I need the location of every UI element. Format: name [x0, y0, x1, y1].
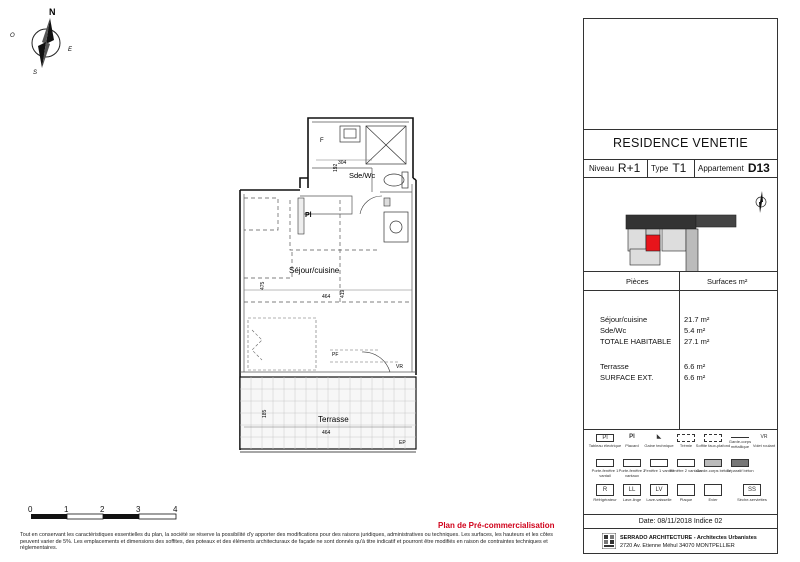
legend-item — [734, 484, 770, 502]
legend-icon — [677, 434, 695, 442]
legend-label: Porte-fenêtre 2 vantaux — [618, 468, 646, 478]
architect-line-top — [584, 528, 777, 529]
scale-tick-1: 1 — [64, 505, 69, 514]
compass-rose — [6, 4, 78, 78]
room-name-terrasse: Terrasse — [600, 362, 629, 371]
legend-label: Trémie — [679, 443, 693, 448]
marker-pl: Pl — [305, 212, 312, 219]
legend-top-line — [584, 429, 777, 430]
scale-tick-0: 0 — [28, 505, 33, 514]
legend-icon: LL — [623, 484, 641, 496]
date-line-top — [584, 514, 777, 515]
legend-label: Porte-fenêtre 1 vantail — [591, 468, 619, 478]
rooms-table-header-line — [584, 290, 777, 291]
legend-label: Sèche-serviettes — [737, 497, 767, 502]
type-label: Type — [651, 163, 669, 173]
legend-icon: R — [596, 484, 614, 496]
legend-item — [695, 484, 731, 502]
dim-464-bottom: 464 — [322, 430, 331, 436]
legend-icon: Pl — [596, 434, 614, 442]
shower-tray — [366, 126, 406, 164]
legend-label: Evier — [708, 497, 718, 502]
legend-label: Garde-corps métallique — [728, 439, 752, 449]
pieces-header: Pièces — [626, 277, 649, 286]
legend-label: Fenêtre 2 vantaux — [669, 468, 703, 473]
marker-f: F — [320, 138, 324, 144]
dim-192: 192 — [333, 163, 339, 172]
scale-segment-4 — [139, 514, 176, 519]
scale-bar — [30, 512, 180, 522]
bed-outline — [248, 318, 400, 370]
key-plan-highlight-d13 — [646, 235, 660, 251]
legend-label: Garde-corps béton — [696, 468, 730, 473]
room-name-sde-wc: Sde/Wc — [600, 326, 627, 335]
title-block — [583, 18, 778, 554]
dim-185: 185 — [262, 409, 268, 418]
scale-tick-3: 3 — [136, 505, 141, 514]
legend-icon — [650, 459, 668, 467]
floor-plan — [230, 110, 430, 460]
room-label-sde-wc: Sde/Wc — [349, 171, 376, 180]
room-surface-total-habitable: 27.1 m² — [684, 337, 710, 346]
legend-icon — [704, 434, 722, 442]
legend-label: Volet roulant — [752, 443, 776, 448]
rooms-table-vsep — [679, 271, 680, 429]
washbasin — [340, 126, 360, 142]
surfaces-header: Surfaces m² — [707, 277, 748, 286]
legend-label: Lave-linge — [622, 497, 642, 502]
title-divider-top — [584, 129, 777, 130]
date-indice: Date: 08/11/2018 Indice 02 — [638, 518, 723, 525]
key-plan-compass — [756, 191, 766, 213]
legend-label: Fenêtre 1 vantail — [644, 468, 674, 473]
washing-machine — [384, 212, 408, 242]
key-plan — [584, 177, 777, 271]
legend-label: Lave-vaisselle — [646, 497, 672, 502]
legend-icon: VR — [760, 434, 768, 440]
room-name-total-habitable: TOTALE HABITABLE — [600, 337, 672, 346]
legend-icon: Pl — [629, 434, 635, 440]
info-separator-1 — [647, 159, 648, 177]
legend-icon — [704, 484, 722, 496]
legend-label: Placard — [625, 443, 639, 448]
legend-icon — [677, 459, 695, 467]
legend-icon — [704, 459, 722, 467]
legend-label: Tableau électrique — [588, 443, 622, 448]
legend-label: Plaque — [679, 497, 693, 502]
hatch-strips — [298, 198, 390, 234]
compass-east-label: E — [68, 47, 73, 53]
compass-south-label: S — [33, 70, 38, 76]
legend-icon — [731, 459, 749, 467]
legend-item — [746, 434, 782, 448]
appartement-field — [698, 159, 770, 177]
scale-tick-2: 2 — [100, 505, 105, 514]
scale-segment-2 — [67, 514, 103, 519]
info-separator-2 — [694, 159, 695, 177]
type-value: T1 — [672, 161, 687, 175]
disclaimer-text: Tout en conservant les caractéristiques essentielles du plan, la société se réserve la possibilité d'y apporter des modifications pour des raisons juridiques, administratives ou techniques. Les surfaces, les hauteurs et les côtes peuvent varier de 5%. Les emplacements et dimensions des soffites, des poteaux et des éléments architecturaux de façade ne sont donnés qu'à titre indicatif et pourront être modifiés en raison de contraintes techniques et réglementaires. — [20, 532, 553, 551]
project-name: RESIDENCE VENETIE — [613, 136, 748, 150]
legend-icon: ◣ — [656, 434, 662, 440]
type-field — [651, 159, 686, 177]
toilet — [384, 172, 408, 188]
dim-475: 475 — [260, 281, 266, 290]
scale-segment-1 — [31, 514, 67, 519]
marker-pf: PF — [332, 352, 339, 358]
legend-label: Réfrigérateur — [593, 497, 617, 502]
scale-tick-4: 4 — [173, 505, 178, 514]
key-plan-building — [626, 215, 736, 271]
room-surface-sejour: 21.7 m² — [684, 315, 710, 324]
room-name-surface-ext: SURFACE EXT. — [600, 373, 654, 382]
dim-419: 419 — [340, 289, 346, 298]
scale-segment-3 — [103, 514, 139, 519]
niveau-label: Niveau — [589, 163, 614, 173]
legend-icon: LV — [650, 484, 668, 496]
room-name-sejour: Séjour/cuisine — [600, 315, 648, 324]
room-surface-surface-ext: 6.6 m² — [684, 373, 706, 382]
architect-logo — [602, 533, 616, 549]
door-swings — [360, 196, 390, 372]
room-label-terrasse: Terrasse — [318, 415, 349, 424]
plan-precommercialisation-label: Plan de Pré-commercialisation — [438, 521, 555, 530]
legend-icon — [677, 484, 695, 496]
legend-icon: SS — [743, 484, 761, 496]
appartement-label: Appartement — [698, 163, 744, 173]
marker-ep: EP — [399, 440, 406, 446]
dim-464-top: 464 — [322, 294, 331, 300]
architect-name: SERRADO ARCHITECTURE - Architectes Urbanistes — [620, 535, 757, 541]
kitchen-outline — [244, 198, 412, 302]
architect-address: 2720 Av. Etienne Méhul 34070 MONTPELLIER — [620, 543, 735, 549]
legend-label: Soffite faux-plafond — [695, 443, 731, 448]
rooms-table-top — [584, 271, 777, 272]
room-label-sejour: Séjour/cuisine — [289, 266, 340, 275]
niveau-value: R+1 — [617, 161, 641, 175]
legend-item — [722, 459, 758, 473]
appartement-value: D13 — [747, 161, 770, 175]
room-surface-terrasse: 6.6 m² — [684, 362, 706, 371]
compass-west-label: O — [10, 33, 15, 39]
legend-icon — [623, 459, 641, 467]
dim-304: 304 — [338, 160, 347, 166]
niveau-field — [589, 159, 640, 177]
legend-label: Gaine technique — [644, 443, 674, 448]
legend-icon — [596, 459, 614, 467]
room-surface-sde-wc: 5.4 m² — [684, 326, 706, 335]
marker-vr: VR — [396, 364, 403, 370]
compass-north-label: N — [49, 7, 56, 17]
legend-label: Séparatif béton — [726, 468, 754, 473]
